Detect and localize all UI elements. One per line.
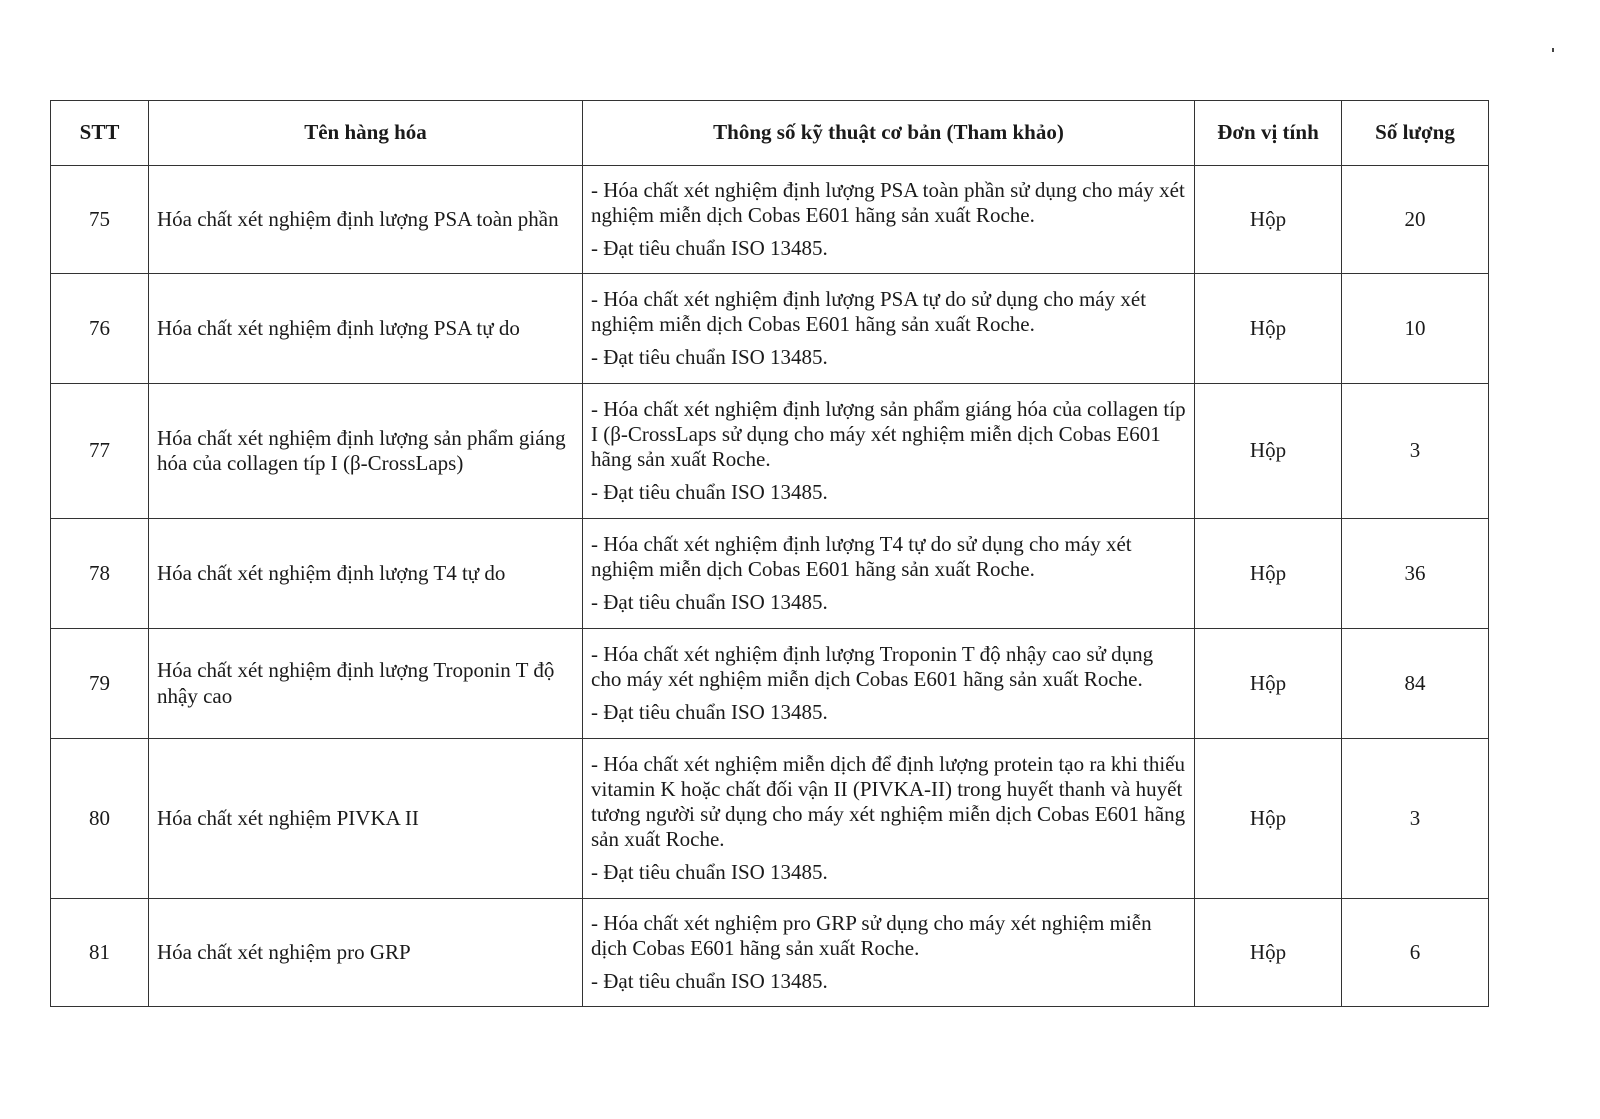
row-unit: Hộp	[1195, 739, 1342, 899]
table-row	[51, 384, 1489, 519]
table-row	[51, 519, 1489, 629]
row-unit: Hộp	[1195, 899, 1342, 1007]
row-quantity: 10	[1342, 274, 1489, 384]
row-quantity: 36	[1342, 519, 1489, 629]
row-spec	[583, 274, 1195, 384]
spec-standard: - Đạt tiêu chuẩn ISO 13485.	[591, 969, 828, 994]
row-spec	[583, 899, 1195, 1007]
row-product-name: Hóa chất xét nghiệm định lượng PSA tự do	[149, 274, 583, 384]
row-product-name: Hóa chất xét nghiệm định lượng T4 tự do	[149, 519, 583, 629]
row-stt: 77	[51, 384, 149, 519]
spec-standard: - Đạt tiêu chuẩn ISO 13485.	[591, 236, 828, 261]
table-row	[51, 274, 1489, 384]
row-spec	[583, 629, 1195, 739]
table-row	[51, 899, 1489, 1007]
spec-standard: - Đạt tiêu chuẩn ISO 13485.	[591, 590, 828, 615]
row-product-name: Hóa chất xét nghiệm định lượng sản phẩm giáng hóa của collagen típ I (β-CrossLaps)	[149, 384, 583, 519]
row-stt: 79	[51, 629, 149, 739]
row-stt: 76	[51, 274, 149, 384]
row-product-name: Hóa chất xét nghiệm PIVKA II	[149, 739, 583, 899]
row-quantity: 3	[1342, 739, 1489, 899]
row-spec	[583, 739, 1195, 899]
header-name: Tên hàng hóa	[149, 101, 583, 166]
spec-standard: - Đạt tiêu chuẩn ISO 13485.	[591, 345, 828, 370]
row-quantity: 3	[1342, 384, 1489, 519]
spec-standard: - Đạt tiêu chuẩn ISO 13485.	[591, 480, 828, 505]
row-stt: 80	[51, 739, 149, 899]
spec-standard: - Đạt tiêu chuẩn ISO 13485.	[591, 860, 828, 885]
row-stt: 81	[51, 899, 149, 1007]
row-unit: Hộp	[1195, 384, 1342, 519]
row-quantity: 20	[1342, 166, 1489, 274]
table-row	[51, 629, 1489, 739]
spec-description: - Hóa chất xét nghiệm định lượng sản phẩm giáng hóa của collagen típ I (β-CrossLaps sử dụng cho máy xét nghiệm miễn dịch Cobas E601 hãng sản xuất Roche.	[591, 396, 1186, 471]
scan-dot-mark	[1552, 48, 1554, 52]
row-spec	[583, 519, 1195, 629]
row-unit: Hộp	[1195, 166, 1342, 274]
row-stt: 78	[51, 519, 149, 629]
specification-table	[50, 100, 1489, 1007]
spec-standard: - Đạt tiêu chuẩn ISO 13485.	[591, 700, 828, 725]
table-header-row	[51, 101, 1489, 166]
spec-description: - Hóa chất xét nghiệm định lượng PSA toàn phần sử dụng cho máy xét nghiệm miễn dịch Cobas E601 hãng sản xuất Roche.	[591, 177, 1185, 227]
row-product-name: Hóa chất xét nghiệm định lượng Troponin T độ nhậy cao	[149, 629, 583, 739]
header-qty: Số lượng	[1342, 101, 1489, 166]
spec-description: - Hóa chất xét nghiệm miễn dịch để định lượng protein tạo ra khi thiếu vitamin K hoặc chất đối vận II (PIVKA-II) trong huyết thanh và huyết tương người sử dụng cho máy xét nghiệm miễn dịch Cobas E601 hãng sản xuất Roche.	[591, 751, 1186, 852]
row-spec	[583, 384, 1195, 519]
header-spec: Thông số kỹ thuật cơ bản (Tham khảo)	[583, 101, 1195, 166]
row-product-name: Hóa chất xét nghiệm pro GRP	[149, 899, 583, 1007]
row-stt: 75	[51, 166, 149, 274]
header-stt: STT	[51, 101, 149, 166]
header-unit: Đơn vị tính	[1195, 101, 1342, 166]
row-product-name: Hóa chất xét nghiệm định lượng PSA toàn phần	[149, 166, 583, 274]
table-row	[51, 739, 1489, 899]
row-unit: Hộp	[1195, 274, 1342, 384]
spec-description: - Hóa chất xét nghiệm định lượng Troponin T độ nhậy cao sử dụng cho máy xét nghiệm miễn dịch Cobas E601 hãng sản xuất Roche.	[591, 641, 1154, 691]
spec-description: - Hóa chất xét nghiệm định lượng T4 tự do sử dụng cho máy xét nghiệm miễn dịch Cobas E601 hãng sản xuất Roche.	[591, 531, 1132, 581]
spec-description: - Hóa chất xét nghiệm pro GRP sử dụng cho máy xét nghiệm miễn dịch Cobas E601 hãng sản xuất Roche.	[591, 910, 1152, 960]
table-row	[51, 166, 1489, 274]
row-spec	[583, 166, 1195, 274]
spec-description: - Hóa chất xét nghiệm định lượng PSA tự do sử dụng cho máy xét nghiệm miễn dịch Cobas E601 hãng sản xuất Roche.	[591, 286, 1147, 336]
row-unit: Hộp	[1195, 629, 1342, 739]
row-unit: Hộp	[1195, 519, 1342, 629]
row-quantity: 84	[1342, 629, 1489, 739]
row-quantity: 6	[1342, 899, 1489, 1007]
